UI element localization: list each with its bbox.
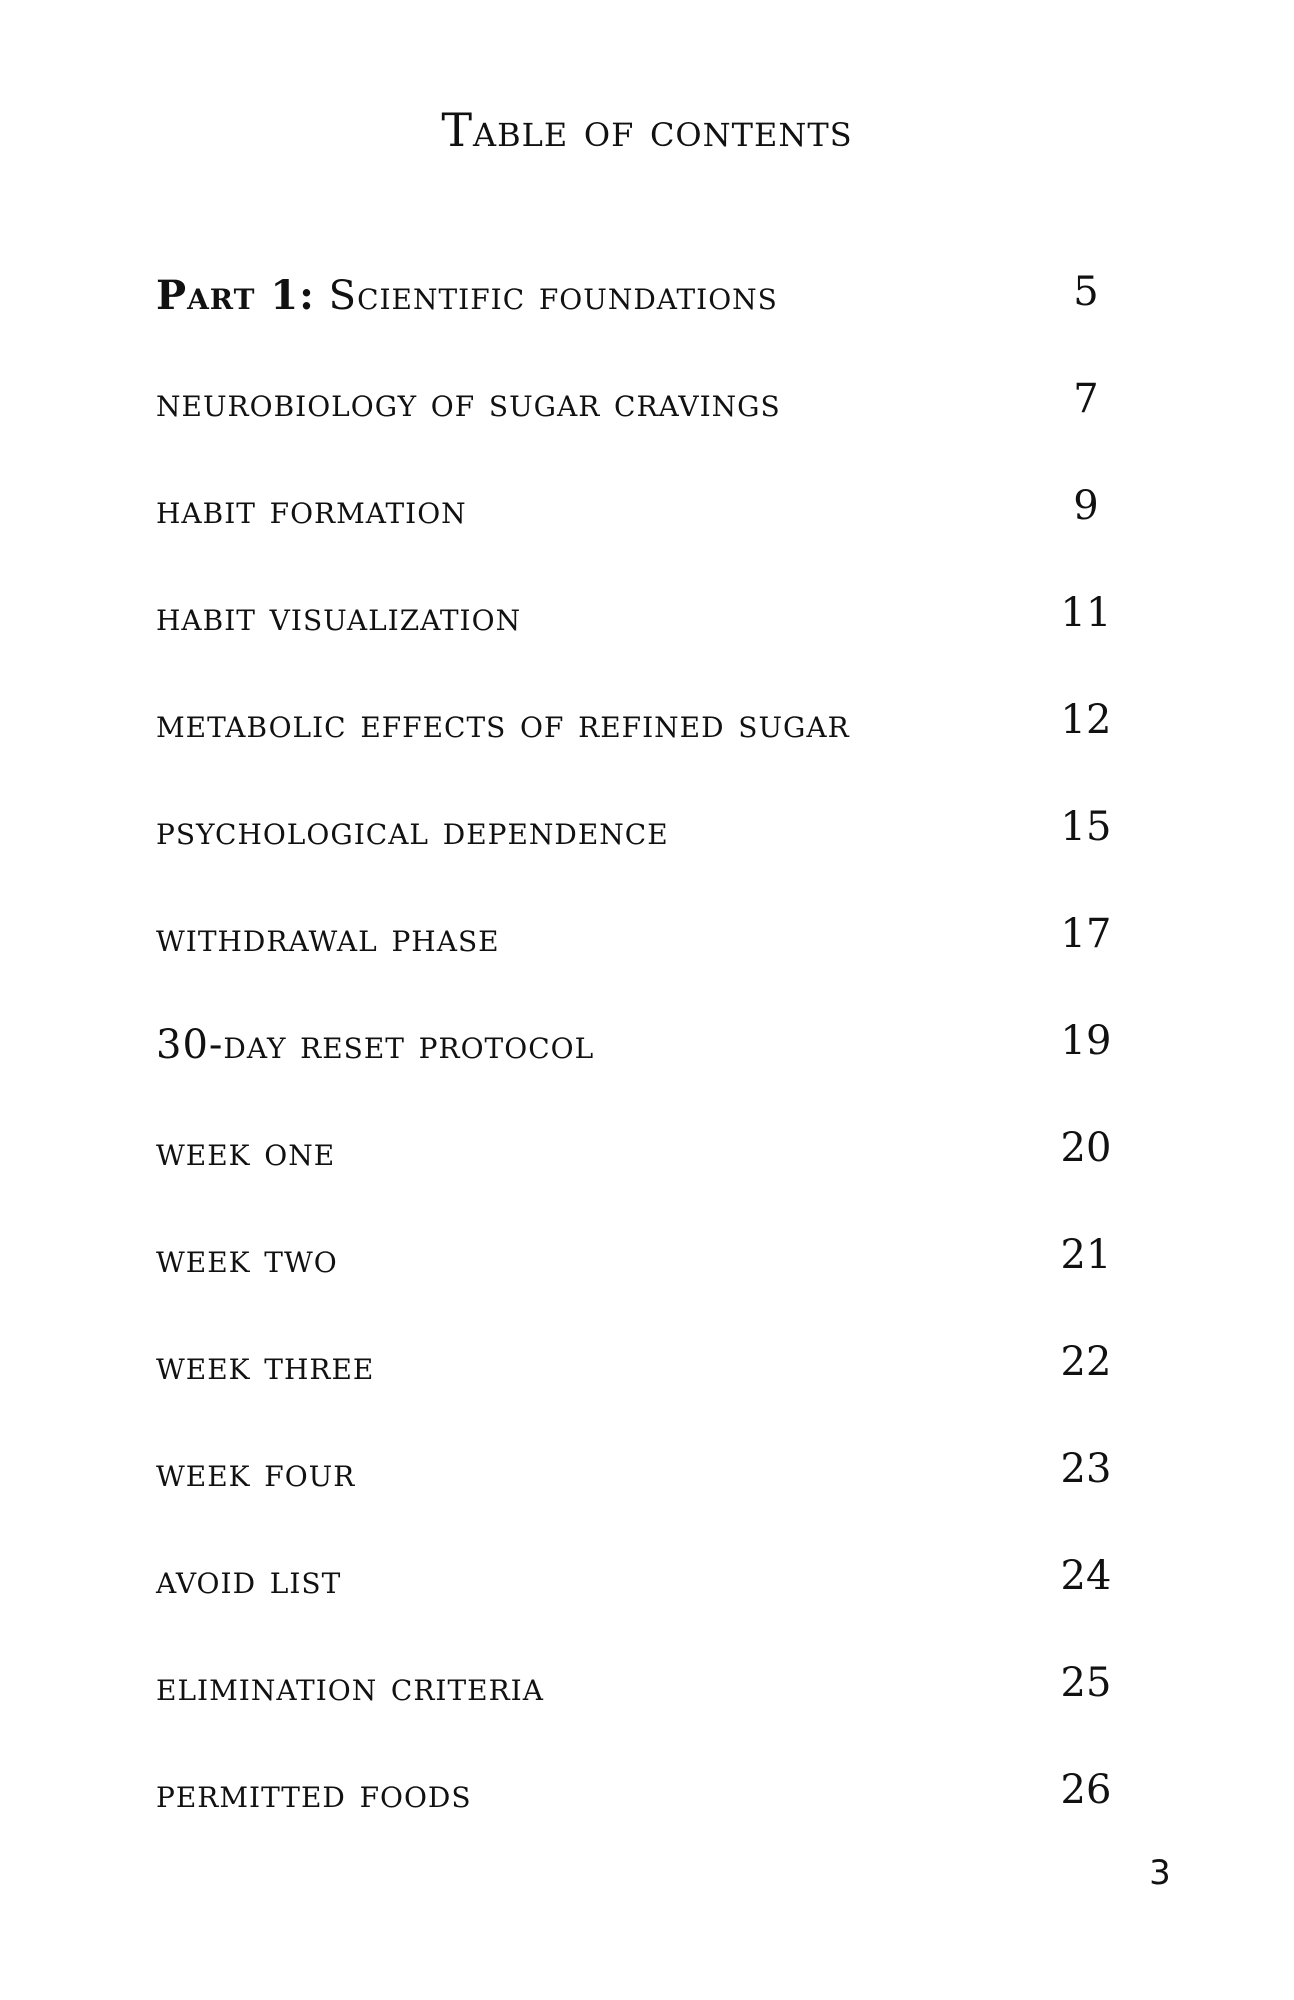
toc-entry[interactable] [156,1229,1116,1336]
toc-entry-page-number: 23 [1060,1446,1112,1492]
toc-entry[interactable] [156,1015,1116,1122]
toc-entry-title: elimination criteria [156,1664,544,1710]
toc-entry-page-number: 5 [1073,269,1099,315]
toc-entry-title: withdrawal phase [156,915,500,961]
toc-entry[interactable] [156,801,1116,908]
toc-entry-title: week two [156,1236,338,1282]
toc-entry-title: permitted foods [156,1771,472,1817]
toc-entry-page-number: 20 [1060,1125,1112,1171]
toc-entry[interactable] [156,480,1116,587]
toc-entry[interactable] [156,1336,1116,1443]
toc-entry[interactable] [156,587,1116,694]
toc-entry-title: week one [156,1129,336,1175]
toc-entry-title: avoid list [156,1557,342,1603]
toc-entry[interactable] [156,1764,1116,1871]
toc-entry[interactable] [156,1657,1116,1764]
toc-entry-page-number: 19 [1060,1018,1112,1064]
page-number: 3 [1149,1853,1171,1893]
part-title: Scientific foundations [314,273,778,319]
toc-entry-title: habit visualization [156,594,522,640]
toc-entry-page-number: 25 [1060,1660,1112,1706]
part-label: Part 1: [156,272,315,319]
toc-entry-title: habit formation [156,487,467,533]
toc-entry-page-number: 26 [1060,1767,1112,1813]
toc-entry-page-number: 17 [1060,911,1112,957]
toc-entry-part-1[interactable] [156,266,1116,373]
toc-entry[interactable] [156,694,1116,801]
toc-entry[interactable] [156,1550,1116,1657]
toc-entry-title: week four [156,1450,356,1496]
toc-entry-title: psychological dependence [156,808,669,854]
toc-entry[interactable] [156,1443,1116,1550]
toc-entry[interactable] [156,1122,1116,1229]
toc-entry-page-number: 7 [1073,376,1099,422]
toc-entry-page-number: 12 [1060,697,1112,743]
toc-entry-page-number: 9 [1073,483,1099,529]
toc-entry[interactable] [156,908,1116,1015]
toc-heading: Table of contents [441,103,853,157]
toc-entry-page-number: 22 [1060,1339,1112,1385]
toc-entry-title: metabolic effects of refined sugar [156,701,850,747]
toc-entry-title: week three [156,1343,375,1389]
toc-entry-page-number: 15 [1060,804,1112,850]
toc-entry[interactable] [156,373,1116,480]
toc-entry-title: neurobiology of sugar cravings [156,380,781,426]
toc-entry-page-number: 21 [1060,1232,1112,1278]
toc-entry-title: 30-day reset protocol [156,1022,595,1068]
toc-entry-page-number: 24 [1060,1553,1112,1599]
toc-entry-title [156,266,778,326]
toc-entry-page-number: 11 [1060,590,1112,636]
toc-list [156,266,1116,1871]
